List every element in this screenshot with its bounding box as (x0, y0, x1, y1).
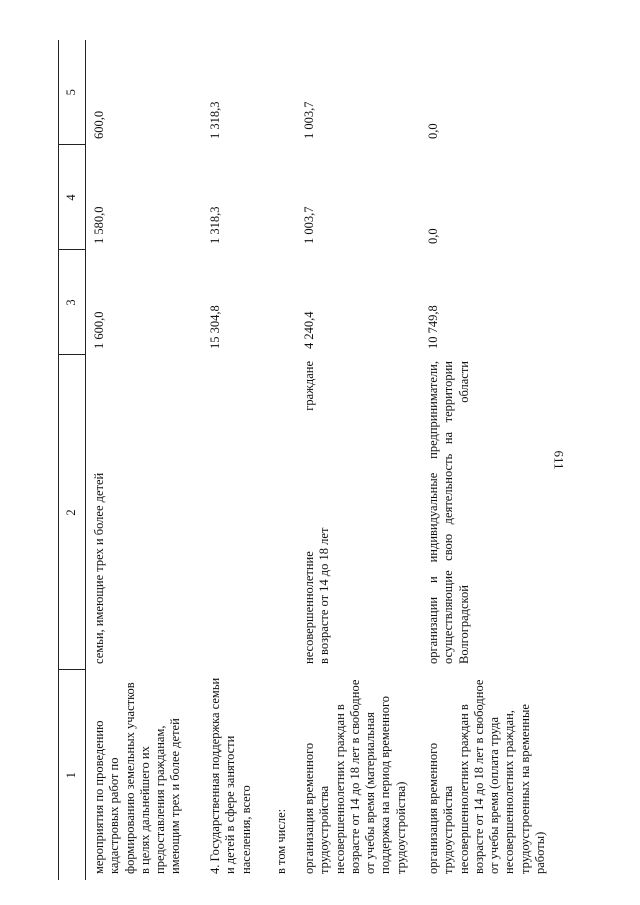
row-cadastral-description: мероприятия по проведению кадастровых работ по формированию земельных участков в целях дальнейшего их предоставления гражданам, имеющим трех и более детей (92, 682, 183, 874)
row-employment-support-col4: 1 318,3 (208, 206, 222, 244)
row-cadastral-recipients: семьи, имеющие трех и более детей (92, 472, 106, 664)
table-row (268, 40, 296, 880)
row-wages-col5: 0,0 (426, 123, 440, 139)
row-wages-recipients: организации и индивидуальные предприниматели, осуществляющие свою деятельность на территории Волгоградской области (426, 361, 471, 664)
table-row (202, 40, 268, 880)
row-cadastral-col5: 600,0 (92, 110, 106, 139)
header-col-4: 4 (59, 145, 86, 250)
row-employment-support-col3: 15 304,8 (208, 305, 222, 349)
header-col-5: 5 (59, 40, 86, 145)
row-including-label: в том числе: (274, 808, 288, 874)
header-col-3: 3 (59, 250, 86, 355)
header-col-1: 1 (59, 670, 86, 880)
row-including-col4 (268, 145, 296, 250)
row-employment-support-description: 4. Государственная поддержка семьи и детей в сфере занятости населения, всего (208, 677, 253, 874)
row-including-col3 (268, 250, 296, 355)
row-wages-col3: 10 749,8 (426, 305, 440, 349)
row-wages-description: организация временного трудоустройства несовершеннолетних граждан в возрасте от 14 до 18 лет в свободное от учебы время (оплата труда несовершеннолетних граждан, трудоустроенных на временные работы) (426, 679, 547, 874)
row-material-support-col3: 4 240,4 (302, 311, 316, 349)
table-row (420, 40, 548, 880)
row-employment-support-col5: 1 318,3 (208, 101, 222, 139)
rotated-table-container (58, 40, 578, 880)
row-employment-support-recipients (202, 355, 268, 670)
row-material-support-description: организация временного трудоустройства несовершеннолетних граждан в возрасте от 14 до 18 лет в свободное от учебы время (материальная поддержка на период временного трудоустройства) (302, 679, 408, 874)
header-row (59, 40, 86, 880)
table-row (296, 40, 420, 880)
document-table-area (58, 40, 578, 880)
row-material-support-col4: 1 003,7 (302, 206, 316, 244)
row-material-support-col5: 1 003,7 (302, 101, 316, 139)
row-cadastral-col3: 1 600,0 (92, 311, 106, 349)
budget-table (58, 40, 548, 880)
row-material-support-recipients-line1: несовершеннолетние граждане (302, 361, 316, 664)
row-material-support-recipients-line2: в возрасте от 14 до 18 лет (317, 527, 332, 664)
row-including-col5 (268, 40, 296, 145)
row-material-support-recipients (296, 355, 420, 670)
page-number: 611 (551, 450, 567, 470)
row-including-col2 (268, 355, 296, 670)
table-row (86, 40, 203, 880)
header-col-2: 2 (59, 355, 86, 670)
row-cadastral-col4: 1 580,0 (92, 206, 106, 244)
row-wages-col4: 0,0 (426, 228, 440, 244)
